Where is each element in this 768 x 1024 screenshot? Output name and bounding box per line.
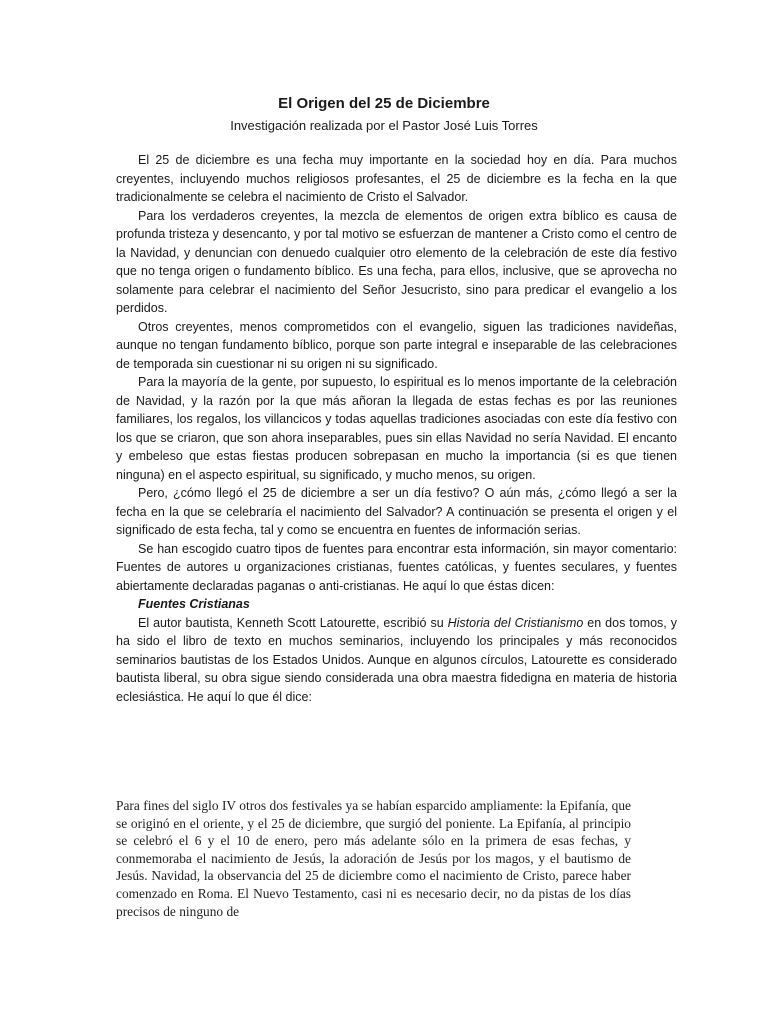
document-body [116, 151, 677, 706]
paragraph-4: Para la mayoría de la gente, por supuesto, lo espiritual es lo menos importante de la celebración de Navidad, y la razón por la que más añoran la llegada de estas fechas es por las reuniones familiares, los regalos, los villancicos y todas aquellas tradiciones asociadas con este día festivo con los que se criaron, que son ahora inseparables, pues sin ellas Navidad no sería Navidad. El encanto y embeleso que estas fiestas producen sobrepasan en mucho la importancia (si es que tienen ninguna) en el aspecto espiritual, su significado, y mucho menos, su origen. [116, 375, 677, 482]
latourette-text-after: en dos tomos, y ha sido el libro de texto en muchos seminarios, incluyendo los principales y más reconocidos seminarios bautistas de los Estados Unidos. Aunque en algunos círculos, Latourette es considerado bautista liberal, su obra sigue siendo considerada una obra maestra fidedigna en materia de historia eclesiástica. He aquí lo que él dice: [116, 615, 677, 704]
paragraph-6: Se han escogido cuatro tipos de fuentes para encontrar esta información, sin mayor comentario: Fuentes de autores u organizaciones cristianas, fuentes católicas, y fuentes seculares, y fuentes abiertamente declaradas paganas o anti-cristianas. He aquí lo que éstas dicen: [116, 541, 677, 593]
paragraph-2: Para los verdaderos creyentes, la mezcla de elementos de origen extra bíblico es causa de profunda tristeza y desencanto, y por tal motivo se esfuerzan de mantener a Cristo como el centro de la Navidad, y denuncian con denuedo cualquier otro elemento de la celebración de este día festivo que no tenga origen o fundamento bíblico. Es una fecha, para ellos, inclusive, que se aprovecha no solamente para celebrar el nacimiento del Señor Jesucristo, sino para predicar el evangelio a los perdidos. [116, 208, 677, 315]
document-subtitle: Investigación realizada por el Pastor José Luis Torres [230, 118, 538, 133]
document-title: El Origen del 25 de Diciembre [278, 95, 490, 112]
book-title: Historia del Cristianismo [447, 615, 584, 630]
section-heading-fuentes-cristianas: Fuentes Cristianas [138, 597, 250, 611]
paragraph-3: Otros creyentes, menos comprometidos con el evangelio, siguen las tradiciones navideñas, aunque no tengan fundamento bíblico, porque son parte integral e inseparable de las celebraciones de temporada sin cuestionar ni su origen ni su significado. [116, 319, 677, 371]
paragraph-5: Pero, ¿cómo llegó el 25 de diciembre a ser un día festivo? O aún más, ¿cómo llegó a ser la fecha en la que se celebraría el nacimiento del Salvador? A continuación se presenta el origen y el significado de esta fecha, tal y como se encuentra en fuentes de información serias. [116, 486, 677, 537]
latourette-text-before: El autor bautista, Kenneth Scott Latourette, escribió su [138, 615, 448, 630]
quote-text: Para fines del siglo IV otros dos festivales ya se habían esparcido ampliamente: la Epifanía, que se originó en el oriente, y el 25 de diciembre, que surgió del poniente. La Epifanía, al principio se celebró el 6 y el 10 de enero, pero más adelante sólo en la primera de esas fechas, y conmemoraba el nacimiento de Jesús, la adoración de Jesús por los magos, y el bautismo de Jesús. Navidad, la observancia del 25 de diciembre como el nacimiento de Cristo, parece haber comenzado en Roma. El Nuevo Testamento, casi ni es necesario decir, no da pistas de los días precisos de ninguno de [116, 798, 631, 919]
paragraph-1: El 25 de diciembre es una fecha muy importante en la sociedad hoy en día. Para muchos creyentes, incluyendo muchos religiosos profesantes, el 25 de diciembre es la fecha en la que tradicionalmente se celebra el nacimiento de Cristo el Salvador. [116, 153, 677, 204]
paragraph-latourette [116, 614, 677, 707]
block-quote [116, 797, 631, 920]
